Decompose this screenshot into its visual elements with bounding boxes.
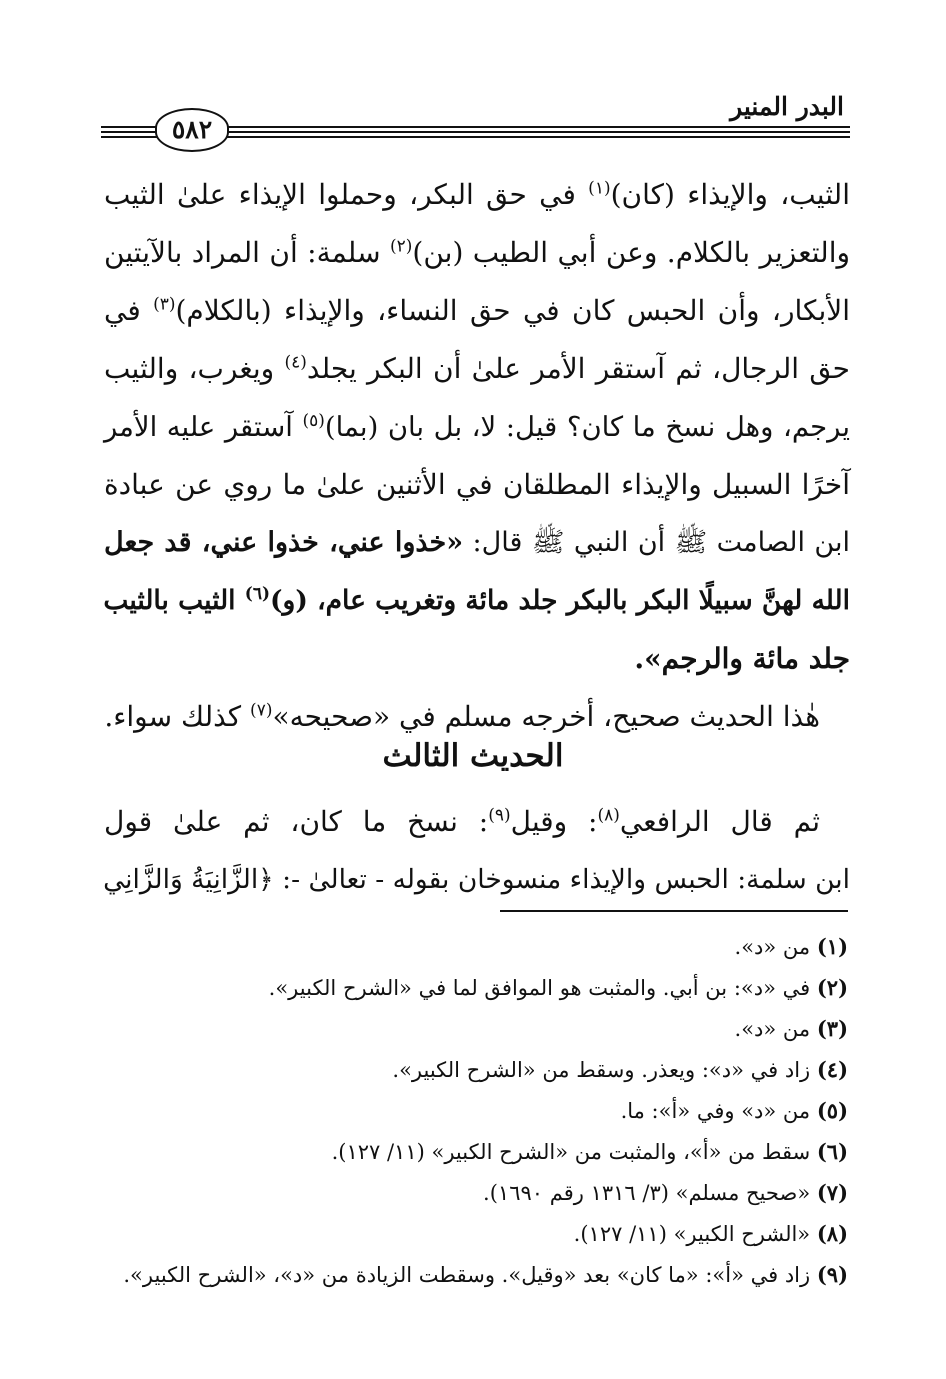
text-line: حق الرجال، ثم آستقر الأمر علىٰ أن البكر يجلد$^{(٤)}$ ويغرب، والثيب <box>104 352 850 385</box>
footnote: (٩) زاد في «أ»: «ما كان» بعد «وقيل». وسقطت الزيادة من «د»، «الشرح الكبير». <box>123 1262 848 1287</box>
text-line: الأبكار، وأن الحبس كان في حق النساء، والإيذاء (بالكلام)$^{(٣)}$ في <box>104 294 850 327</box>
section-heading: الحديث الثالث <box>382 738 564 774</box>
footnote-marker: (٧) <box>250 700 273 721</box>
hadith-line: الله لهنَّ سبيلًا البكر بالبكر جلد مائة وتغريب عام، (و)$^{(٦)}$ الثيب بالثيب <box>103 584 850 616</box>
text-line: ابن الصامت ﷺ أن النبي ﷺ قال: «خذوا عني، خذوا عني، قد جعل <box>104 527 850 558</box>
footnote: (٥) من «د» وفي «أ»: ما. <box>620 1098 848 1123</box>
footnote: (١) من «د». <box>734 934 848 959</box>
footnote: (٤) زاد في «د»: ويعذر. وسقط من «الشرح الكبير». <box>392 1057 848 1082</box>
text-line: والتعزير بالكلام. وعن أبي الطيب (بن)$^{(٢)}$ سلمة: أن المراد بالآيتين <box>104 236 850 269</box>
footnote: (٧) «صحيح مسلم» (٣/ ١٣١٦ رقم ١٦٩٠). <box>483 1180 848 1205</box>
footnote-marker: (٢) <box>389 236 413 257</box>
footnote-marker: (٨) <box>597 805 620 826</box>
footnote-marker: (٣) <box>153 294 176 315</box>
main-text-2 <box>104 793 850 909</box>
footnotes <box>88 926 848 1295</box>
footnote-marker: (٥) <box>302 410 325 431</box>
text-line: ابن سلمة: الحبس والإيذاء منسوخان بقوله - تعالىٰ -: ﴿الزَّانِيَةُ وَالزَّانِي <box>103 864 850 895</box>
footnote: (٢) في «د»: بن أبي. والمثبت هو الموافق لما في «الشرح الكبير». <box>268 975 848 1000</box>
footnote-separator <box>500 910 848 912</box>
footnote-marker: (٩) <box>488 805 511 826</box>
running-title: البدر المنير <box>730 92 844 121</box>
footnote: (٣) من «د». <box>734 1016 848 1041</box>
main-text <box>104 166 850 746</box>
footnote: (٨) «الشرح الكبير» (١١/ ١٢٧). <box>573 1221 848 1246</box>
text-line: يرجم، وهل نسخ ما كان؟ قيل: لا، بل بان (بما)$^{(٥)}$ آستقر عليه الأمر <box>104 410 850 443</box>
hadith-text: «خذوا عني، خذوا عني، قد جعل <box>104 527 464 558</box>
footnote-marker: (٤) <box>284 352 307 373</box>
text-line: ثم قال الرافعي$^{(٨)}$: وقيل$^{(٩)}$: نسخ ما كان، ثم علىٰ قول <box>104 805 820 838</box>
text-line: آخرًا السبيل والإيذاء المطلقان في الأثنين علىٰ ما روي عن عبادة <box>104 468 850 501</box>
hadith-line: جلد مائة والرجم». <box>634 642 850 675</box>
footnote-marker: (١) <box>588 178 611 199</box>
page-number: ٥٨٢ <box>155 108 229 152</box>
text-line: هٰذا الحديث صحيح، أخرجه مسلم في «صحيحه»$^{(٧)}$ كذلك سواء. <box>104 700 820 733</box>
footnote: (٦) سقط من «أ»، والمثبت من «الشرح الكبير» (١١/ ١٢٧). <box>331 1139 848 1164</box>
text-line: الثيب، والإيذاء (كان)$^{(١)}$ في حق البكر، وحملوا الإيذاء علىٰ الثيب <box>104 178 850 211</box>
footnote-marker: (٦) <box>244 584 270 605</box>
